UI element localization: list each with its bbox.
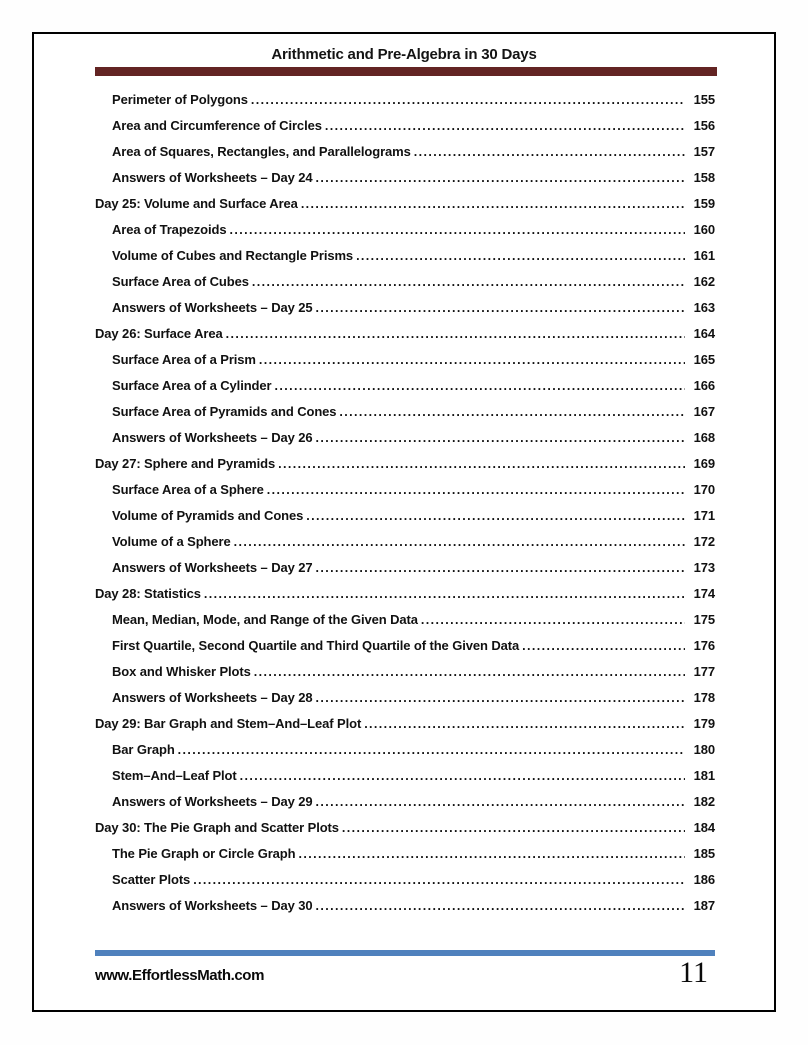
toc-entry[interactable] bbox=[95, 92, 715, 118]
toc-entry[interactable] bbox=[95, 690, 715, 716]
dot-leader bbox=[254, 665, 685, 679]
toc-entry-page: 171 bbox=[693, 508, 715, 523]
toc-entry-title: Bar Graph bbox=[112, 742, 175, 757]
toc-entry-title: Day 30: The Pie Graph and Scatter Plots bbox=[95, 820, 339, 835]
toc-entry[interactable] bbox=[95, 118, 715, 144]
toc-entry-page: 186 bbox=[693, 872, 715, 887]
document-page bbox=[32, 32, 776, 1012]
toc-entry[interactable] bbox=[95, 586, 715, 612]
toc-entry-title: Volume of Pyramids and Cones bbox=[112, 508, 304, 523]
dot-leader bbox=[252, 275, 685, 289]
toc-entry[interactable] bbox=[95, 222, 715, 248]
dot-leader bbox=[522, 639, 685, 653]
page-number: 11 bbox=[679, 956, 708, 989]
dot-leader bbox=[240, 769, 685, 783]
toc-entry-page: 174 bbox=[693, 586, 715, 601]
toc-entry-page: 159 bbox=[693, 196, 715, 211]
dot-leader bbox=[298, 847, 685, 861]
dot-leader bbox=[414, 145, 685, 159]
toc-entry-page: 181 bbox=[693, 768, 715, 783]
toc-entry-title: Day 29: Bar Graph and Stem–And–Leaf Plot bbox=[95, 716, 362, 731]
toc-list bbox=[95, 92, 715, 924]
toc-entry-title: The Pie Graph or Circle Graph bbox=[112, 846, 296, 861]
dot-leader bbox=[356, 249, 685, 263]
toc-entry-title: Day 28: Statistics bbox=[95, 586, 201, 601]
dot-leader bbox=[251, 93, 685, 107]
toc-entry-title: Answers of Worksheets – Day 25 bbox=[112, 300, 313, 315]
dot-leader bbox=[316, 171, 685, 185]
dot-leader bbox=[325, 119, 685, 133]
toc-entry-title: Day 27: Sphere and Pyramids bbox=[95, 456, 276, 471]
toc-entry-title: Answers of Worksheets – Day 24 bbox=[112, 170, 313, 185]
toc-entry[interactable] bbox=[95, 144, 715, 170]
toc-entry-page: 169 bbox=[693, 456, 715, 471]
toc-entry-page: 165 bbox=[693, 352, 715, 367]
toc-entry[interactable] bbox=[95, 560, 715, 586]
header-rule bbox=[95, 67, 717, 76]
toc-entry[interactable] bbox=[95, 378, 715, 404]
toc-entry[interactable] bbox=[95, 326, 715, 352]
dot-leader bbox=[178, 743, 685, 757]
dot-leader bbox=[316, 795, 685, 809]
toc-entry[interactable] bbox=[95, 456, 715, 482]
toc-entry[interactable] bbox=[95, 196, 715, 222]
toc-entry-title: Surface Area of Pyramids and Cones bbox=[112, 404, 337, 419]
toc-entry-title: Volume of Cubes and Rectangle Prisms bbox=[112, 248, 354, 263]
toc-entry-title: Surface Area of a Cylinder bbox=[112, 378, 272, 393]
toc-entry[interactable] bbox=[95, 768, 715, 794]
toc-entry[interactable] bbox=[95, 300, 715, 326]
toc-entry-page: 170 bbox=[693, 482, 715, 497]
dot-leader bbox=[364, 717, 685, 731]
toc-entry[interactable] bbox=[95, 742, 715, 768]
dot-leader bbox=[259, 353, 685, 367]
toc-entry-title: Volume of a Sphere bbox=[112, 534, 231, 549]
toc-entry-page: 157 bbox=[693, 144, 715, 159]
toc-entry-title: Scatter Plots bbox=[112, 872, 191, 887]
toc-entry-page: 176 bbox=[693, 638, 715, 653]
toc-entry[interactable] bbox=[95, 664, 715, 690]
footer-rule bbox=[95, 950, 715, 956]
toc-entry[interactable] bbox=[95, 820, 715, 846]
toc-entry-title: Area of Trapezoids bbox=[112, 222, 227, 237]
toc-entry-page: 161 bbox=[693, 248, 715, 263]
toc-entry-page: 172 bbox=[693, 534, 715, 549]
dot-leader bbox=[316, 431, 685, 445]
toc-entry[interactable] bbox=[95, 508, 715, 534]
toc-entry-page: 187 bbox=[693, 898, 715, 913]
dot-leader bbox=[342, 821, 685, 835]
toc-entry-title: First Quartile, Second Quartile and Third Quartile of the Given Data bbox=[112, 638, 520, 653]
toc-entry-page: 155 bbox=[693, 92, 715, 107]
toc-entry-title: Answers of Worksheets – Day 28 bbox=[112, 690, 313, 705]
toc-entry-page: 158 bbox=[693, 170, 715, 185]
toc-entry-title: Stem–And–Leaf Plot bbox=[112, 768, 237, 783]
toc-entry[interactable] bbox=[95, 534, 715, 560]
dot-leader bbox=[421, 613, 685, 627]
toc-entry-title: Day 26: Surface Area bbox=[95, 326, 223, 341]
dot-leader bbox=[316, 899, 685, 913]
page-title: Arithmetic and Pre-Algebra in 30 Days bbox=[271, 46, 537, 63]
dot-leader bbox=[274, 379, 685, 393]
toc-entry-page: 182 bbox=[693, 794, 715, 809]
dot-leader bbox=[230, 223, 685, 237]
dot-leader bbox=[193, 873, 685, 887]
toc-entry[interactable] bbox=[95, 794, 715, 820]
toc-entry-title: Answers of Worksheets – Day 27 bbox=[112, 560, 313, 575]
toc-entry-title: Surface Area of Cubes bbox=[112, 274, 249, 289]
toc-entry-page: 175 bbox=[693, 612, 715, 627]
toc-entry-page: 166 bbox=[693, 378, 715, 393]
dot-leader bbox=[267, 483, 685, 497]
toc-entry-page: 173 bbox=[693, 560, 715, 575]
toc-entry[interactable] bbox=[95, 274, 715, 300]
toc-entry-page: 167 bbox=[693, 404, 715, 419]
dot-leader bbox=[316, 301, 685, 315]
dot-leader bbox=[316, 561, 685, 575]
toc-entry-page: 185 bbox=[693, 846, 715, 861]
toc-entry-page: 162 bbox=[693, 274, 715, 289]
toc-entry[interactable] bbox=[95, 872, 715, 898]
toc-entry-title: Answers of Worksheets – Day 30 bbox=[112, 898, 313, 913]
toc-entry[interactable] bbox=[95, 430, 715, 456]
toc-entry-title: Area and Circumference of Circles bbox=[112, 118, 322, 133]
toc-entry-page: 160 bbox=[693, 222, 715, 237]
toc-entry[interactable] bbox=[95, 898, 715, 924]
toc-entry[interactable] bbox=[95, 716, 715, 742]
toc-entry[interactable] bbox=[95, 846, 715, 872]
dot-leader bbox=[204, 587, 685, 601]
toc-entry-title: Answers of Worksheets – Day 26 bbox=[112, 430, 313, 445]
dot-leader bbox=[301, 197, 685, 211]
toc-entry-page: 180 bbox=[693, 742, 715, 757]
toc-entry[interactable] bbox=[95, 352, 715, 378]
dot-leader bbox=[226, 327, 685, 341]
toc-entry[interactable] bbox=[95, 638, 715, 664]
toc-entry-title: Surface Area of a Prism bbox=[112, 352, 256, 367]
toc-entry[interactable] bbox=[95, 612, 715, 638]
dot-leader bbox=[278, 457, 685, 471]
toc-entry-title: Mean, Median, Mode, and Range of the Given Data bbox=[112, 612, 418, 627]
footer-website-link[interactable]: www.EffortlessMath.com bbox=[95, 967, 265, 984]
toc-entry-page: 163 bbox=[693, 300, 715, 315]
toc-entry-title: Answers of Worksheets – Day 29 bbox=[112, 794, 313, 809]
toc-entry[interactable] bbox=[95, 248, 715, 274]
dot-leader bbox=[316, 691, 685, 705]
dot-leader bbox=[234, 535, 685, 549]
toc-entry-title: Perimeter of Polygons bbox=[112, 92, 248, 107]
toc-entry-page: 178 bbox=[693, 690, 715, 705]
toc-entry[interactable] bbox=[95, 482, 715, 508]
dot-leader bbox=[306, 509, 685, 523]
toc-entry[interactable] bbox=[95, 170, 715, 196]
toc-entry-page: 164 bbox=[693, 326, 715, 341]
toc-entry-title: Area of Squares, Rectangles, and Parallelograms bbox=[112, 144, 411, 159]
toc-entry-title: Box and Whisker Plots bbox=[112, 664, 251, 679]
toc-entry-page: 168 bbox=[693, 430, 715, 445]
toc-entry[interactable] bbox=[95, 404, 715, 430]
toc-entry-title: Surface Area of a Sphere bbox=[112, 482, 264, 497]
toc-entry-page: 184 bbox=[693, 820, 715, 835]
toc-entry-page: 156 bbox=[693, 118, 715, 133]
dot-leader bbox=[339, 405, 685, 419]
toc-entry-page: 179 bbox=[693, 716, 715, 731]
toc-entry-page: 177 bbox=[693, 664, 715, 679]
toc-entry-title: Day 25: Volume and Surface Area bbox=[95, 196, 298, 211]
